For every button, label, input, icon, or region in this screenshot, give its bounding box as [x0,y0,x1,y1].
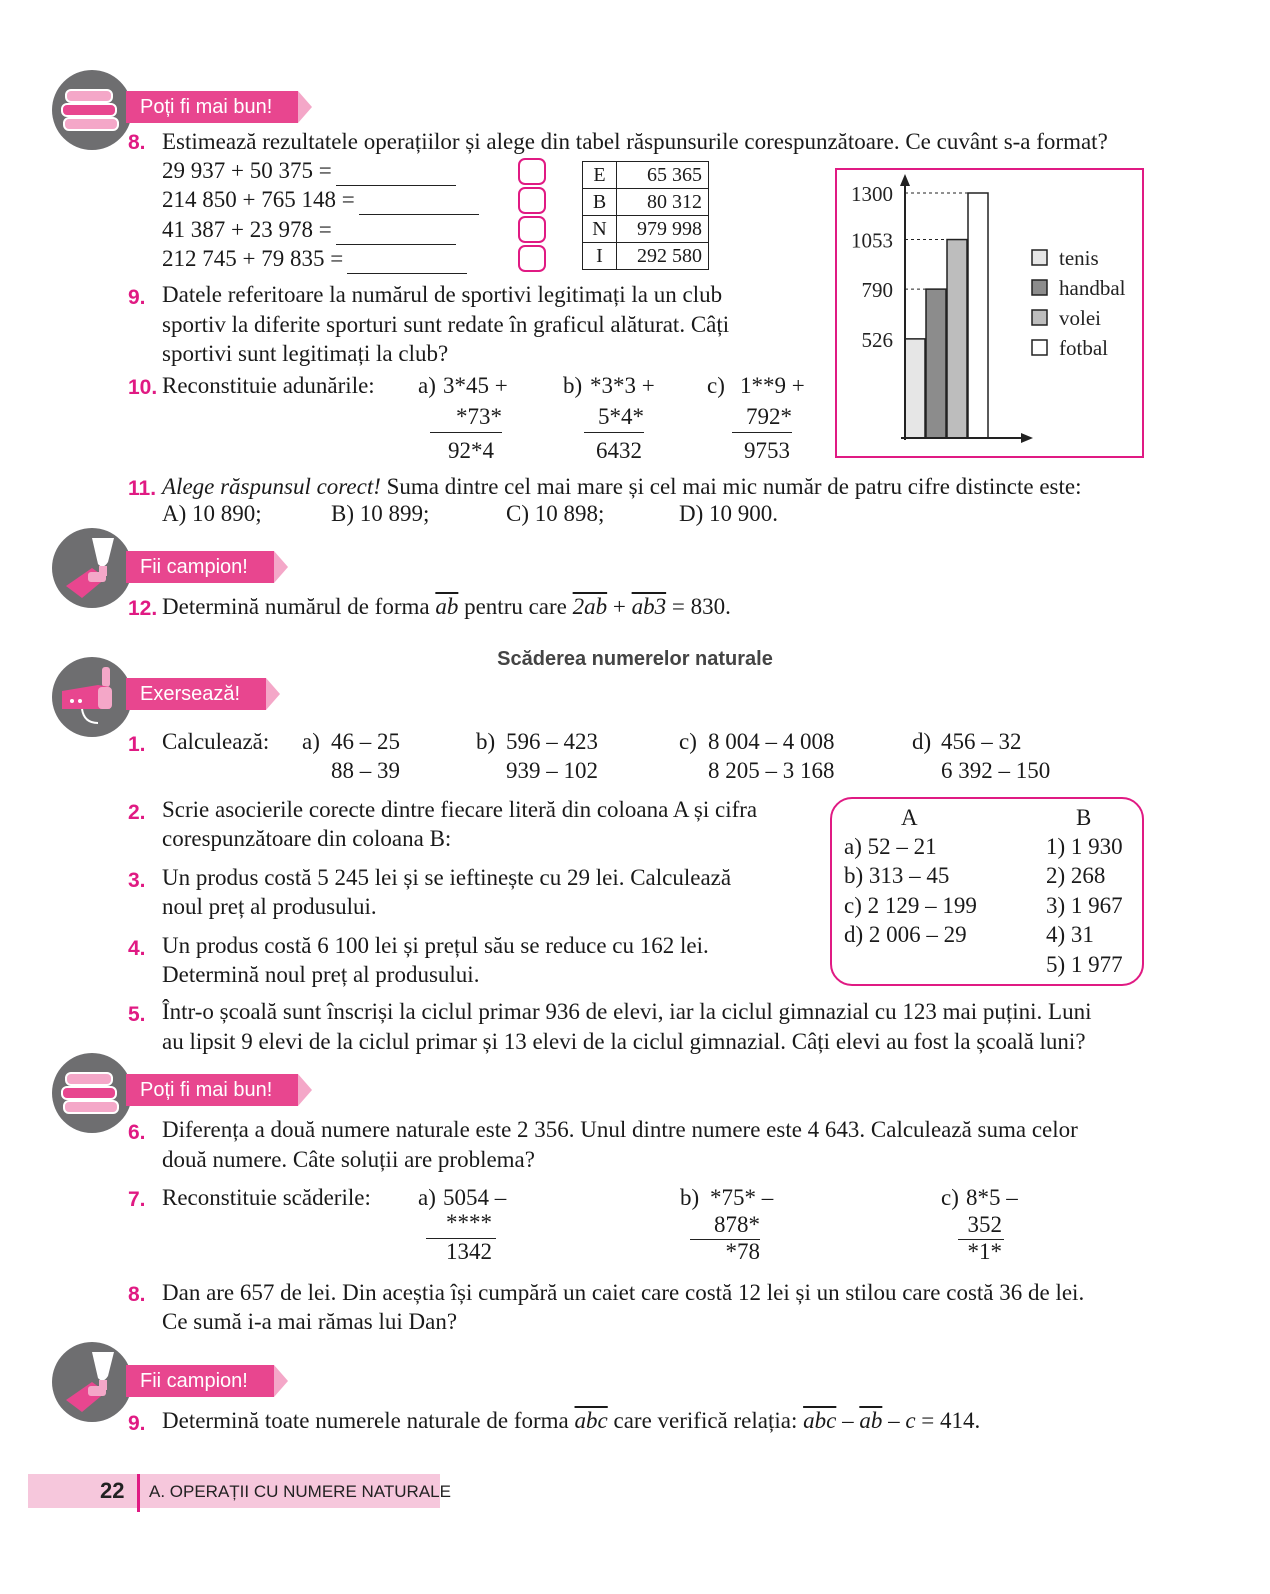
books-icon [52,1053,132,1133]
badge-icon-books-2 [52,1053,132,1133]
s1-c-r1: 8 004 – 4 008 [708,729,835,754]
answer-box-2[interactable] [518,187,546,214]
legend-label-tenis: tenis [1059,246,1099,270]
badge-exerseaza: Exersează! [126,678,266,710]
ex9-line-1: Datele referitoare la numărul de sportivi legitimați la un club [162,282,723,307]
bar-tenis [905,339,925,438]
assoc-b-2: 2) 268 [1046,863,1106,888]
s3-number: 3. [128,869,146,892]
s4-line-1: Un produs costă 6 100 lei și prețul său se reduce cu 162 lei. [162,933,709,958]
footer-divider [137,1474,140,1512]
ex9-line-2: sportiv la diferite sporturi sunt redate în graficul alăturat. Câți [162,312,730,337]
ex11-option-d: D) 10 900. [679,501,779,526]
ex11-number: 11. [128,477,157,500]
ex8-op-2: 214 850 + 765 148 = [162,185,479,215]
section-title: Scăderea numerelor naturale [497,648,773,670]
ex10-c-mid: 792* [732,402,792,433]
s3-line-2: noul preț al produsului. [162,894,377,919]
ex10-c-top: 1**9 + [740,373,805,398]
s7-c-mid: 352 [967,1212,1002,1237]
assoc-head-b: B [1076,805,1092,830]
ex8-number: 8. [128,131,146,154]
table-row: N 979 998 [583,216,709,243]
s1-a-label: a) [302,729,320,754]
s1-a-r2: 88 – 39 [331,758,400,783]
ex9-number: 9. [128,286,146,309]
s9-text: Determină toate numerele naturale de forma $\overline{abc}$ care verifică relația: $\overline{abc} - \overline{ab} - c = 414$. [162,1408,981,1433]
chapter-title: A. OPERAȚII CU NUMERE NATURALE [149,1482,451,1501]
ex12-text: Determină numărul de forma $\overline{ab}$ pentru care 2ab + ab3 = 830. [162,594,731,619]
bar-volei [947,240,967,438]
s7-b-res: *78 [725,1239,760,1264]
assoc-head-a: A [901,805,918,830]
s1-b-r2: 939 – 102 [506,758,598,783]
badge-icon-trophy [52,528,132,608]
assoc-b-3: 3) 1 967 [1046,893,1123,918]
ex8-op-1: 29 937 + 50 375 = [162,156,456,186]
s7-b-label: b) [680,1185,700,1210]
legend-swatch-tenis [1032,250,1047,265]
page-number: 22 [100,1478,125,1503]
s7-label: Reconstituie scăderile: [162,1185,371,1210]
s9-number: 9. [128,1412,146,1435]
answer-box-3[interactable] [518,216,546,243]
s3-line-1: Un produs costă 5 245 lei și se ieftinește cu 29 lei. Calculează [162,865,732,890]
ex10-c-label: c) [707,373,725,398]
letter-table [582,161,709,270]
ex11-text: Alege răspunsul corect! Suma dintre cel mai mare și cel mai mic număr de patru cifre distincte este: [162,474,1082,499]
ex10-label: Reconstituie adunările: [162,373,375,398]
table-row: B 80 312 [583,189,709,216]
s1-b-label: b) [476,729,496,754]
s5-line-1: Într-o școală sunt înscriși la ciclul primar 936 de elevi, iar la ciclul gimnazial cu 123 mai puțini. Luni [162,999,1092,1024]
s1-d-r2: 6 392 – 150 [941,758,1051,783]
s2-line-1: Scrie asocierile corecte dintre fiecare literă din coloana A și cifra [162,797,758,822]
trophy-hand-icon [52,528,132,608]
ex10-b-res: 6432 [596,438,642,463]
s6-line-1: Diferența a două numere naturale este 2 356. Unul dintre numere este 4 643. Calculează suma celor [162,1117,1078,1142]
s6-line-2: două numere. Câte soluții are problema? [162,1147,535,1172]
ex10-c-res: 9753 [744,438,790,463]
assoc-b-1: 1) 1 930 [1046,834,1123,859]
legend-swatch-handbal [1032,280,1047,295]
legend-swatch-fotbal [1032,340,1047,355]
assoc-b-4: 4) 31 [1046,922,1094,947]
y-tick-label: 1300 [851,182,893,206]
badge-poti-1: Poți fi mai bun! [126,91,298,123]
answer-box-1[interactable] [518,158,546,185]
s7-b-top: *75* – [710,1185,774,1210]
bar-handbal [926,289,946,438]
badge-icon-trophy-2 [52,1342,132,1422]
ex11-option-c: C) 10 898; [506,501,605,526]
s7-c-top: 8*5 – [966,1185,1018,1210]
badge-icon-books [52,70,132,150]
legend-swatch-volei [1032,310,1047,325]
s8-line-1: Dan are 657 de lei. Din aceștia își cumpără un caiet care costă 12 lei și un stilou care costă 36 de lei. [162,1280,1085,1305]
ex9-line-3: sportivi sunt legitimați la club? [162,341,449,366]
ex10-number: 10. [128,376,158,399]
assoc-b-5: 5) 1 977 [1046,952,1123,977]
ex11-option-b: B) 10 899; [331,501,430,526]
s6-number: 6. [128,1121,146,1144]
assoc-a-2: b) 313 – 45 [844,863,950,888]
s7-a-label: a) [418,1185,436,1210]
s1-d-r1: 456 – 32 [941,729,1022,754]
ex11-option-a: A) 10 890; [162,501,262,526]
bar-fotbal [968,193,988,438]
badge-poti-2: Poți fi mai bun! [126,1074,298,1106]
s7-c-res: *1* [967,1239,1002,1264]
ex12-number: 12. [128,597,158,620]
s7-c-label: c) [941,1185,959,1210]
assoc-a-3: c) 2 129 – 199 [844,893,977,918]
ex10-b-mid: 5*4* [584,402,644,433]
assoc-a-1: a) 52 – 21 [844,834,937,859]
legend-label-fotbal: fotbal [1059,336,1108,360]
y-tick-label: 526 [861,327,893,352]
s2-number: 2. [128,801,146,824]
s1-c-label: c) [679,729,697,754]
ex8-op-4: 212 745 + 79 835 = [162,244,467,274]
hand-icon [52,657,132,737]
s4-line-2: Determină noul preț al produsului. [162,962,480,987]
s8-number: 8. [128,1283,146,1306]
books-icon [52,70,132,150]
table-row: E 65 365 [583,162,709,189]
assoc-a-4: d) 2 006 – 29 [844,922,967,947]
badge-icon-hand [52,657,132,737]
legend-label-handbal: handbal [1059,276,1126,300]
s1-number: 1. [128,733,146,756]
s7-a-mid: **** [446,1210,492,1235]
ex10-a-mid: *73* [430,402,502,433]
ex10-a-label: a) [418,373,436,398]
ex10-b-top: *3*3 + [590,373,655,398]
ex10-b-label: b) [563,373,583,398]
s2-line-2: corespunzătoare din coloana B: [162,826,452,851]
answer-box-4[interactable] [518,245,546,272]
x-axis-arrow [1021,433,1033,443]
s1-a-r1: 46 – 25 [331,729,400,754]
s1-label: Calculează: [162,729,270,754]
s4-number: 4. [128,937,146,960]
s1-c-r2: 8 205 – 3 168 [708,758,835,783]
ex10-a-res: 92*4 [448,438,494,463]
y-tick-label: 1053 [851,228,893,253]
sports-bar-chart [837,170,1142,456]
badge-fii-2: Fii campion! [126,1365,274,1397]
s7-a-res: 1342 [446,1239,492,1264]
ex8-text: Estimează rezultatele operațiilor și alege din tabel răspunsurile corespunzătoare. Ce cuvânt s-a format? [162,129,1108,154]
s7-a-top: 5054 – [443,1185,507,1210]
s5-line-2: au lipsit 9 elevi de la ciclul primar și 13 elevi de la ciclul gimnazial. Câți elevi au fost la școală luni? [162,1029,1086,1054]
s5-number: 5. [128,1003,146,1026]
s7-b-mid: 878* [714,1212,760,1237]
legend-label-volei: volei [1059,306,1101,330]
y-axis-arrow [900,174,910,186]
s8-line-2: Ce sumă i-a mai rămas lui Dan? [162,1309,458,1334]
table-row: I 292 580 [583,243,709,270]
trophy-hand-icon [52,1342,132,1422]
s7-number: 7. [128,1188,146,1211]
s1-b-r1: 596 – 423 [506,729,598,754]
ex10-a-top: 3*45 + [443,373,508,398]
ex8-op-3: 41 387 + 23 978 = [162,215,456,245]
badge-fii-1: Fii campion! [126,551,274,583]
y-tick-label: 790 [861,278,893,303]
s1-d-label: d) [912,729,932,754]
